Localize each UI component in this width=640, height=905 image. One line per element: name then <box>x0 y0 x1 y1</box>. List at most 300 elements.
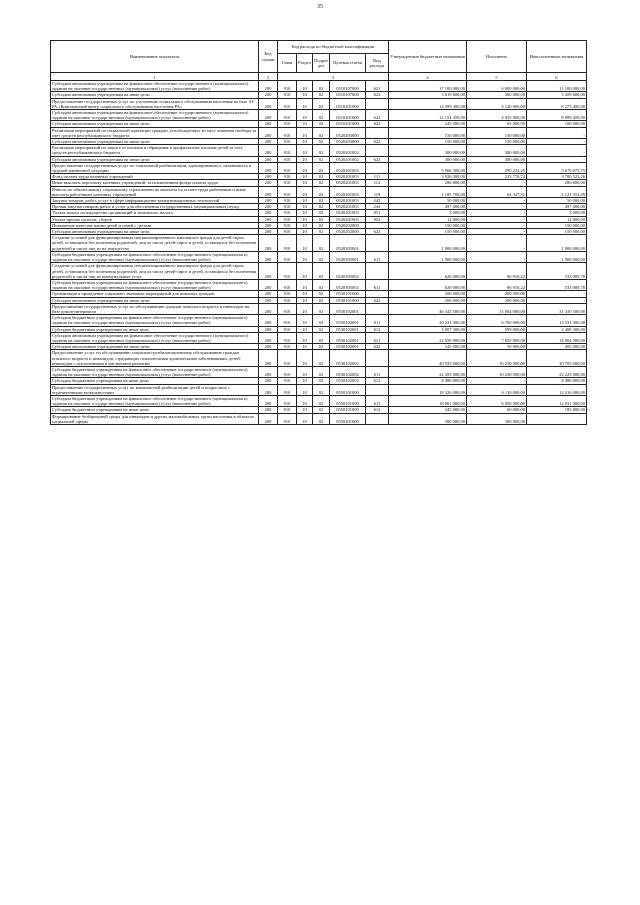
row-kod: 200 <box>259 332 278 343</box>
row-kod: 200 <box>259 366 278 377</box>
row-isp: - <box>467 251 527 262</box>
row-razdel: 10 <box>297 204 313 210</box>
row-utv: 12 399 400,00 <box>389 98 467 109</box>
row-glava: 910 <box>278 110 297 121</box>
row-isp: - <box>467 222 527 228</box>
table-row <box>51 315 587 326</box>
row-kod: 200 <box>259 98 278 109</box>
table-row <box>51 127 587 138</box>
row-podrazdel: 02 <box>313 366 330 377</box>
row-podrazdel: 02 <box>313 139 330 145</box>
row-razdel: 10 <box>297 145 313 156</box>
row-vid <box>366 98 389 109</box>
row-isp: 4 055 000,00 <box>467 110 527 121</box>
row-glava: 910 <box>278 156 297 162</box>
row-isp: 4 126 000,00 <box>467 98 527 109</box>
row-neisp: 3 459 600,00 <box>527 92 587 98</box>
row-kod: 200 <box>259 378 278 384</box>
row-vid: 852 <box>366 216 389 222</box>
row-glava: 910 <box>278 279 297 290</box>
col-number: 6 <box>527 73 587 81</box>
col-number: 3 <box>278 73 389 81</box>
row-utv: 8 480 000,00 <box>389 378 467 384</box>
row-kod: 200 <box>259 344 278 350</box>
row-statya: 0520203000 <box>330 139 366 145</box>
row-kod: 200 <box>259 315 278 326</box>
row-name: Фонд оплаты труда казенных учреждений <box>51 174 259 180</box>
row-vid: 112 <box>366 180 389 186</box>
row-vid: 242 <box>366 198 389 204</box>
row-name: Иные выплаты персоналу казенных учреждений, за исключением фонда оплаты труда <box>51 180 259 186</box>
row-utv: 3 000,00 <box>389 210 467 216</box>
row-statya: 0530102001 <box>330 332 366 343</box>
row-name: Субсидии автономным учреждениям на иные цели <box>51 139 259 145</box>
table-row <box>51 251 587 262</box>
row-name: Повышение качества жизни детей и семей с детьми <box>51 222 259 228</box>
row-name: Субсидии бюджетным учреждениям на финансовое обеспечение государственного (муниципального) задания на оказание государственных (муниципальных) услуг (выполнение работ) <box>51 251 259 262</box>
row-name: Субсидии автономным учреждениям на финансовое обеспечение государственного (муниципального) задания на оказание государственных (муниципальных) услуг (выполнение работ) <box>51 81 259 92</box>
row-razdel: 10 <box>297 384 313 395</box>
row-podrazdel: 02 <box>313 384 330 395</box>
row-glava: 910 <box>278 366 297 377</box>
row-kod: 200 <box>259 384 278 395</box>
row-podrazdel: 02 <box>313 198 330 204</box>
row-glava: 910 <box>278 216 297 222</box>
row-neisp: 495 000,00 <box>527 344 587 350</box>
row-statya: 0530102002 <box>330 366 366 377</box>
row-statya: 0520201003 <box>330 174 366 180</box>
row-podrazdel: 02 <box>313 145 330 156</box>
row-razdel: 10 <box>297 251 313 262</box>
table-row <box>51 279 587 290</box>
row-utv: 1 900 000,00 <box>389 235 467 252</box>
row-statya: 0510201000 <box>330 110 366 121</box>
row-podrazdel: 02 <box>313 315 330 326</box>
row-vid: 244 <box>366 204 389 210</box>
row-vid: 611 <box>366 395 389 406</box>
row-isp: - <box>467 204 527 210</box>
row-statya: 0520202000 <box>330 222 366 228</box>
row-name: Реализация мероприятий по защите от насилия и обращения в профилактике насилия детей за счет средств республиканского бюджета <box>51 145 259 156</box>
row-statya: 0510201000 <box>330 121 366 127</box>
row-podrazdel: 02 <box>313 92 330 98</box>
row-vid: 119 <box>366 186 389 197</box>
row-name: Предоставление государственных услуг по улучшению социального обслуживания населения на базе АУ РА «Комплексный центр социального обслуживания населения РА» <box>51 98 259 109</box>
row-podrazdel: 02 <box>313 251 330 262</box>
table-row <box>51 145 587 156</box>
row-utv: 245 000,00 <box>389 407 467 413</box>
row-vid <box>366 145 389 156</box>
row-statya: 0530102002 <box>330 350 366 367</box>
row-podrazdel: 02 <box>313 344 330 350</box>
table-row <box>51 326 587 332</box>
row-isp: 6 000 000,00 <box>467 81 527 92</box>
row-glava: 910 <box>278 162 297 173</box>
row-kod: 200 <box>259 350 278 367</box>
row-isp: 200 000,00 <box>467 291 527 297</box>
row-neisp: 12 216 000,00 <box>527 384 587 395</box>
row-neisp: 185 000,00 <box>527 407 587 413</box>
row-kod: 200 <box>259 174 278 180</box>
row-isp: - <box>467 235 527 252</box>
row-neisp: 1 900 000,00 <box>527 251 587 262</box>
row-statya: 0520201003 <box>330 210 366 216</box>
header-name: Наименование показателя <box>51 41 259 73</box>
row-razdel: 10 <box>297 216 313 222</box>
row-isp: - <box>467 378 527 384</box>
row-podrazdel: 02 <box>313 297 330 303</box>
row-glava: 910 <box>278 395 297 406</box>
row-kod: 200 <box>259 216 278 222</box>
row-kod: 200 <box>259 110 278 121</box>
row-razdel: 10 <box>297 291 313 297</box>
row-podrazdel: 02 <box>313 303 330 314</box>
row-vid: 611 <box>366 366 389 377</box>
row-statya: 0520202000 <box>330 229 366 235</box>
row-statya: 0520305002 <box>330 279 366 290</box>
row-isp: 50 000,00 <box>467 344 527 350</box>
row-neisp: 1 900 000,00 <box>527 235 587 252</box>
row-vid: 622 <box>366 297 389 303</box>
row-podrazdel: 02 <box>313 395 330 406</box>
header-statya: Целевая статья <box>330 54 366 73</box>
row-podrazdel: 02 <box>313 378 330 384</box>
row-glava: 910 <box>278 180 297 186</box>
row-glava: 910 <box>278 139 297 145</box>
row-glava: 910 <box>278 350 297 367</box>
row-name: Прочая закупка товаров, работ и услуг для обеспечения государственных (муниципальных) нужд <box>51 204 259 210</box>
table-row <box>51 81 587 92</box>
row-neisp: 13 531 300,00 <box>527 315 587 326</box>
row-kod: 200 <box>259 263 278 280</box>
row-statya: 0520201003 <box>330 204 366 210</box>
row-utv: 245 000,00 <box>389 121 467 127</box>
row-vid: 612 <box>366 326 389 332</box>
row-razdel: 10 <box>297 407 313 413</box>
row-neisp: - <box>527 413 587 424</box>
row-isp: 360 000,00 <box>467 92 527 98</box>
table-body <box>51 81 587 425</box>
row-isp: - <box>467 180 527 186</box>
row-kod: 200 <box>259 229 278 235</box>
row-isp: 65 000,00 <box>467 121 527 127</box>
row-vid <box>366 384 389 395</box>
row-razdel: 10 <box>297 92 313 98</box>
row-statya: 0520201003 <box>330 186 366 197</box>
row-neisp: 3 700 523,26 <box>527 174 587 180</box>
table-row <box>51 110 587 121</box>
row-razdel: 10 <box>297 162 313 173</box>
row-name: Уплата прочих налогов, сборов <box>51 216 259 222</box>
row-name: Субсидии бюджетным учреждениям на финансовое обеспечение государственного (муниципального) задания на оказание государственных (муниципальных) услуг (выполнение работ) <box>51 395 259 406</box>
row-razdel: 10 <box>297 229 313 235</box>
table-row <box>51 98 587 109</box>
row-name: Закупка товаров, работ, услуг в сфере информационно-коммуникационных технологий <box>51 198 259 204</box>
row-podrazdel: 02 <box>313 210 330 216</box>
row-isp: 10 230 000,00 <box>467 366 527 377</box>
row-glava: 910 <box>278 303 297 314</box>
row-glava: 910 <box>278 332 297 343</box>
row-podrazdel: 02 <box>313 229 330 235</box>
header-neisp: Неисполненные назначения <box>527 41 587 73</box>
row-statya: 0530101000 <box>330 297 366 303</box>
row-kod: 200 <box>259 204 278 210</box>
header-podrazdel: Подраз дел <box>313 54 330 73</box>
row-utv: 18 326 000,00 <box>389 384 467 395</box>
row-glava: 910 <box>278 297 297 303</box>
row-statya: 0510107000 <box>330 81 366 92</box>
row-name: Субсидии автономным учреждениям на иные цели <box>51 297 259 303</box>
budget-table <box>50 40 587 425</box>
row-razdel: 10 <box>297 98 313 109</box>
row-isp: 64 347,51 <box>467 186 527 197</box>
row-name: Субсидии автономным учреждениям на иные цели <box>51 229 259 235</box>
row-utv: 200 000,00 <box>389 291 467 297</box>
row-name: Формирование безбарьерной среды для инвалидов и других маломобильных групп населения в объектах социальной сферы <box>51 413 259 424</box>
row-glava: 910 <box>278 291 297 297</box>
row-podrazdel: 02 <box>313 162 330 173</box>
row-glava: 910 <box>278 413 297 424</box>
row-podrazdel: 02 <box>313 81 330 92</box>
row-razdel: 10 <box>297 81 313 92</box>
row-vid: 622 <box>366 344 389 350</box>
row-neisp: - <box>527 297 587 303</box>
row-utv: 50 000,00 <box>389 198 467 204</box>
row-neisp: 8 480 000,00 <box>527 378 587 384</box>
row-utv: 620 000,00 <box>389 279 467 290</box>
header-group: Код расхода по бюджетной классификации <box>278 41 389 54</box>
row-neisp: 12 000,00 <box>527 216 587 222</box>
row-razdel: 10 <box>297 174 313 180</box>
row-razdel: 10 <box>297 395 313 406</box>
row-isp: 150 000,00 <box>467 139 527 145</box>
row-kod: 200 <box>259 291 278 297</box>
row-statya: 0520203000 <box>330 127 366 138</box>
table-row <box>51 395 587 406</box>
row-vid: 621 <box>366 81 389 92</box>
row-glava: 910 <box>278 222 297 228</box>
page-number: 35 <box>317 4 323 10</box>
row-name: Субсидии автономным учреждениям на иные цели <box>51 121 259 127</box>
row-statya: 0530102001 <box>330 344 366 350</box>
row-glava: 910 <box>278 235 297 252</box>
row-podrazdel: 02 <box>313 98 330 109</box>
row-neisp: 50 000,00 <box>527 198 587 204</box>
row-razdel: 10 <box>297 121 313 127</box>
row-statya: 0520201003 <box>330 216 366 222</box>
row-glava: 910 <box>278 407 297 413</box>
row-utv: 200 000,00 <box>389 297 467 303</box>
row-glava: 910 <box>278 326 297 332</box>
row-kod: 200 <box>259 139 278 145</box>
table-row <box>51 407 587 413</box>
row-vid: 612 <box>366 378 389 384</box>
table-row <box>51 291 587 297</box>
row-name: Субсидии бюджетным учреждениям на финансовое обеспечение государственного (муниципального) задания на оказание государственных (муниципальных) услуг (выполнение работ) <box>51 315 259 326</box>
row-kod: 200 <box>259 156 278 162</box>
row-name: Субсидии бюджетным учреждениям на финансовое обеспечение государственного (муниципального) задания на оказание государственных (муниципальных) услуг (выполнение работ) <box>51 279 259 290</box>
row-podrazdel: 02 <box>313 204 330 210</box>
row-utv: 1 185 700,00 <box>389 186 467 197</box>
row-vid: 622 <box>366 139 389 145</box>
row-utv: 150 000,00 <box>389 139 467 145</box>
row-neisp: 497 000,00 <box>527 204 587 210</box>
header-kod: Код строки <box>259 41 278 73</box>
header-glava: Глава <box>278 54 297 73</box>
row-statya: 0520201003 <box>330 180 366 186</box>
row-razdel: 10 <box>297 413 313 424</box>
row-isp: 6 700 000,00 <box>467 315 527 326</box>
row-razdel: 10 <box>297 297 313 303</box>
row-vid <box>366 162 389 173</box>
row-vid: 621 <box>366 332 389 343</box>
row-vid <box>366 350 389 367</box>
row-razdel: 10 <box>297 366 313 377</box>
row-name: Предоставление государственных услуг по обслуживанию граждан пожилого возраста и инвалидов на базе домов-интернатов <box>51 303 259 314</box>
row-name: Субсидии автономным учреждениям на финансовое обеспечение государственного (муниципального) задания на оказание государственных (муниципальных) услуг (выполнение работ) <box>51 332 259 343</box>
row-podrazdel: 02 <box>313 291 330 297</box>
row-neisp: 22 225 000,00 <box>527 366 587 377</box>
row-glava: 910 <box>278 344 297 350</box>
row-glava: 910 <box>278 263 297 280</box>
row-neisp: - <box>527 127 587 138</box>
row-glava: 910 <box>278 210 297 216</box>
table-row <box>51 332 587 343</box>
row-utv: 22 559 900,00 <box>389 332 467 343</box>
row-glava: 910 <box>278 121 297 127</box>
row-isp: 300 000,00 <box>467 145 527 156</box>
row-isp: 7 655 000,00 <box>467 332 527 343</box>
row-kod: 200 <box>259 210 278 216</box>
row-name: Субсидии автономным учреждениям на иные цели <box>51 156 259 162</box>
row-razdel: 10 <box>297 139 313 145</box>
row-kod: 200 <box>259 222 278 228</box>
row-kod: 200 <box>259 198 278 204</box>
row-podrazdel: 02 <box>313 350 330 367</box>
row-neisp: 14 904 900,00 <box>527 332 587 343</box>
row-name: Уплата налога на имущество организаций и земельного налога <box>51 210 259 216</box>
row-utv: 3 926 300,00 <box>389 174 467 180</box>
row-kod: 200 <box>259 395 278 406</box>
row-podrazdel: 02 <box>313 174 330 180</box>
row-podrazdel: 02 <box>313 263 330 280</box>
row-glava: 910 <box>278 186 297 197</box>
row-neisp: 286 800,00 <box>527 180 587 186</box>
row-vid <box>366 413 389 424</box>
row-utv: 20 231 300,00 <box>389 315 467 326</box>
row-vid: 111 <box>366 174 389 180</box>
row-name: Взносы по обязательному социальному страхованию на выплаты по оплате труда работников и иные выплаты работникам казенных учреждений <box>51 186 259 197</box>
row-glava: 910 <box>278 315 297 326</box>
row-podrazdel: 02 <box>313 326 330 332</box>
row-name: Предоставление государственных услуг по социальной реабилитации, адаптированного, оказавшихся в трудной жизненной ситуации <box>51 162 259 173</box>
row-isp: 86 910,22 <box>467 263 527 280</box>
row-statya: 0520201002 <box>330 156 366 162</box>
row-utv: 1 900 000,00 <box>389 251 467 262</box>
row-glava: 910 <box>278 81 297 92</box>
row-statya: 0530101000 <box>330 291 366 297</box>
table-row <box>51 303 587 314</box>
row-statya: 0550101000 <box>330 384 366 395</box>
row-podrazdel: 02 <box>313 279 330 290</box>
row-vid: 621 <box>366 110 389 121</box>
row-utv: 620 000,00 <box>389 263 467 280</box>
row-razdel: 10 <box>297 156 313 162</box>
row-neisp: - <box>527 156 587 162</box>
row-isp: - <box>467 229 527 235</box>
row-utv: 17 100 000,00 <box>389 81 467 92</box>
col-number: 2 <box>259 73 278 81</box>
row-statya: 0530102001 <box>330 326 366 332</box>
row-vid: 622 <box>366 121 389 127</box>
row-neisp: 150 000,00 <box>527 229 587 235</box>
row-isp: 150 000,00 <box>467 127 527 138</box>
row-neisp: 533 089,78 <box>527 279 587 290</box>
row-glava: 910 <box>278 174 297 180</box>
row-razdel: 10 <box>297 198 313 204</box>
row-podrazdel: 02 <box>313 222 330 228</box>
row-vid: 612 <box>366 407 389 413</box>
row-razdel: 10 <box>297 186 313 197</box>
row-utv: 12 000,00 <box>389 216 467 222</box>
row-statya: 0510107000 <box>330 92 366 98</box>
row-vid: 622 <box>366 92 389 98</box>
row-name: Реализация мероприятий по социальной адаптации граждан, освобожденных из мест лишения свободы за счет средств республиканского бюджета <box>51 127 259 138</box>
row-podrazdel: 02 <box>313 156 330 162</box>
row-razdel: 10 <box>297 222 313 228</box>
row-razdel: 10 <box>297 326 313 332</box>
table-row <box>51 235 587 252</box>
row-statya: 0550201000 <box>330 413 366 424</box>
row-utv: 300 000,00 <box>389 145 467 156</box>
row-kod: 200 <box>259 92 278 98</box>
row-neisp: 30 705 000,00 <box>527 350 587 367</box>
table-row <box>51 366 587 377</box>
table-row <box>51 139 587 145</box>
table-row <box>51 350 587 367</box>
row-kod: 200 <box>259 326 278 332</box>
row-name: Субсидии бюджетным учреждениям на иные цели <box>51 378 259 384</box>
row-utv: 18 081 000,00 <box>389 395 467 406</box>
row-podrazdel: 02 <box>313 413 330 424</box>
row-utv: 3 819 600,00 <box>389 92 467 98</box>
row-utv: 150 000,00 <box>389 127 467 138</box>
row-glava: 910 <box>278 251 297 262</box>
row-neisp: 1 121 352,49 <box>527 186 587 197</box>
row-razdel: 10 <box>297 315 313 326</box>
row-podrazdel: 02 <box>313 407 330 413</box>
row-vid: 851 <box>366 210 389 216</box>
row-statya: 0510201000 <box>330 98 366 109</box>
row-isp: 290 224,25 <box>467 162 527 173</box>
row-statya: 0520305001 <box>330 251 366 262</box>
row-statya: 0530102001 <box>330 315 366 326</box>
row-neisp: 31 339 500,00 <box>527 303 587 314</box>
header-isp: Исполнено <box>467 41 527 73</box>
row-razdel: 10 <box>297 303 313 314</box>
row-utv: 46 343 500,00 <box>389 303 467 314</box>
table-row <box>51 263 587 280</box>
row-glava: 910 <box>278 92 297 98</box>
row-vid: 611 <box>366 251 389 262</box>
row-statya: 0520201002 <box>330 145 366 156</box>
row-neisp: 11 100 000,00 <box>527 81 587 92</box>
row-neisp: - <box>527 291 587 297</box>
row-kod: 200 <box>259 186 278 197</box>
row-neisp: - <box>527 139 587 145</box>
table-row <box>51 413 587 424</box>
row-isp: 200 000,00 <box>467 297 527 303</box>
